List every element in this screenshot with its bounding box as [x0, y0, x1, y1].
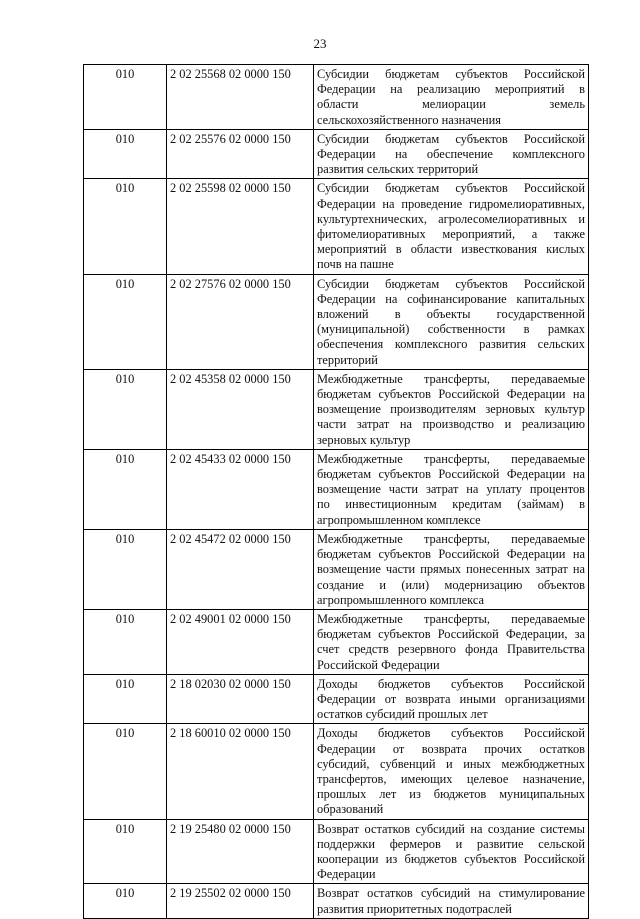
description-line: мероприятий в области известкования кислых — [317, 242, 585, 257]
description-line: агропромышленного комплекса — [317, 592, 485, 607]
admin-code-cell: 010 — [84, 674, 167, 724]
description-line: Федерации — [317, 867, 376, 882]
budget-code-cell: 2 18 60010 02 0000 150 — [167, 724, 314, 819]
description-cell — [314, 129, 589, 179]
admin-code-cell: 010 — [84, 724, 167, 819]
description-cell — [314, 724, 589, 819]
table-row — [84, 884, 589, 918]
description-line: Субсидии бюджетам субъектов Российской — [317, 67, 585, 81]
description-line: счет средств резервного фонда Правительства — [317, 642, 585, 657]
description-line: фитомелиоративных мероприятий, а также — [317, 227, 585, 242]
description-line: Возврат остатков субсидий на стимулирование — [317, 886, 585, 901]
description-line: Возврат остатков субсидий на создание системы — [317, 821, 585, 836]
description-line: остатков субсидий прошлых лет — [317, 707, 488, 722]
description-line: Межбюджетные трансферты, передаваемые — [317, 451, 585, 466]
description-line: прошлых лет из бюджетов муниципальных — [317, 787, 585, 802]
description-line: создание и (или) модернизацию объектов — [317, 577, 585, 592]
description-cell — [314, 449, 589, 529]
table-body — [84, 65, 589, 919]
description-cell — [314, 529, 589, 609]
description-line: области мелиорации земель — [317, 97, 585, 112]
description-cell — [314, 274, 589, 369]
description-line: бюджетам субъектов Российской Федерации, за — [317, 627, 585, 642]
description-line: Доходы бюджетов субъектов Российской — [317, 676, 585, 691]
description-cell — [314, 819, 589, 884]
description-line: Межбюджетные трансферты, передаваемые — [317, 611, 585, 626]
description-line: культуртехнических, агролесомелиоративных и — [317, 211, 585, 226]
description-line: Федерации на проведение гидромелиоративных, — [317, 196, 585, 211]
description-line: части затрат на производство и реализацию — [317, 417, 585, 432]
table-row — [84, 609, 589, 674]
description-line: кооперации из бюджетов субъектов Российской — [317, 851, 585, 866]
description-line: образований — [317, 802, 384, 817]
description-line: Федерации от возврата прочих остатков — [317, 741, 585, 756]
table-row — [84, 529, 589, 609]
description-line: Федерации на реализацию мероприятий в — [317, 82, 585, 97]
description-line: Субсидии бюджетам субъектов Российской — [317, 181, 585, 196]
budget-code-cell: 2 02 25568 02 0000 150 — [167, 65, 314, 130]
budget-code-cell: 2 19 25480 02 0000 150 — [167, 819, 314, 884]
description-line: Федерации на софинансирование капитальных — [317, 291, 585, 306]
page-number: 23 — [313, 36, 327, 51]
description-line: возмещение части затрат на уплату процентов — [317, 482, 585, 497]
table-row — [84, 674, 589, 724]
table-row — [84, 274, 589, 369]
table-row — [84, 449, 589, 529]
description-cell — [314, 674, 589, 724]
admin-code-cell: 010 — [84, 369, 167, 449]
budget-code-cell: 2 02 45472 02 0000 150 — [167, 529, 314, 609]
admin-code-cell: 010 — [84, 884, 167, 918]
description-line: Межбюджетные трансферты, передаваемые — [317, 371, 585, 386]
table-row — [84, 65, 589, 130]
description-line: Субсидии бюджетам субъектов Российской — [317, 276, 585, 291]
description-line: развития сельских территорий — [317, 162, 479, 177]
table-row — [84, 179, 589, 274]
budget-code-cell: 2 02 45358 02 0000 150 — [167, 369, 314, 449]
budget-code-cell: 2 02 25598 02 0000 150 — [167, 179, 314, 274]
description-cell — [314, 179, 589, 274]
description-line: возмещение части прямых понесенных затрат на — [317, 562, 585, 577]
description-line: бюджетам субъектов Российской Федерации на — [317, 547, 585, 562]
description-line: Доходы бюджетов субъектов Российской — [317, 726, 585, 741]
budget-code-cell: 2 18 02030 02 0000 150 — [167, 674, 314, 724]
description-line: Федерации на обеспечение комплексного — [317, 147, 585, 162]
description-line: Субсидии бюджетам субъектов Российской — [317, 131, 585, 146]
table-row — [84, 129, 589, 179]
admin-code-cell: 010 — [84, 529, 167, 609]
budget-classification-table — [83, 64, 589, 919]
budget-code-cell: 2 19 25502 02 0000 150 — [167, 884, 314, 918]
description-line: бюджетам субъектов Российской Федерации на — [317, 387, 585, 402]
description-line: бюджетам субъектов Российской Федерации на — [317, 467, 585, 482]
description-line: (муниципальной) собственности в рамках — [317, 322, 585, 337]
admin-code-cell: 010 — [84, 609, 167, 674]
description-line: развития приоритетных подотраслей — [317, 901, 512, 916]
description-line: Федерации от возврата иными организациями — [317, 691, 585, 706]
budget-code-cell: 2 02 45433 02 0000 150 — [167, 449, 314, 529]
admin-code-cell: 010 — [84, 449, 167, 529]
description-line: трансфертов, имеющих целевое назначение, — [317, 771, 585, 786]
description-cell — [314, 65, 589, 130]
description-line: территорий — [317, 352, 378, 367]
description-line: по инвестиционным кредитам (займам) в — [317, 497, 585, 512]
description-line: зерновых культур — [317, 432, 411, 447]
description-line: Межбюджетные трансферты, передаваемые — [317, 531, 585, 546]
admin-code-cell: 010 — [84, 819, 167, 884]
budget-code-cell: 2 02 27576 02 0000 150 — [167, 274, 314, 369]
table-row — [84, 819, 589, 884]
table-row — [84, 724, 589, 819]
description-line: сельскохозяйственного назначения — [317, 112, 501, 127]
description-line: субсидий, субвенций и иных межбюджетных — [317, 756, 585, 771]
description-line: Российской Федерации — [317, 657, 440, 672]
description-cell — [314, 369, 589, 449]
description-line: вложений в объекты государственной — [317, 307, 585, 322]
admin-code-cell: 010 — [84, 274, 167, 369]
description-line: поддержки фермеров и развитие сельской — [317, 836, 585, 851]
description-line: возмещение производителям зерновых культур — [317, 402, 585, 417]
budget-code-cell: 2 02 25576 02 0000 150 — [167, 129, 314, 179]
description-cell — [314, 884, 589, 918]
description-line: почв на пашне — [317, 257, 394, 272]
budget-code-cell: 2 02 49001 02 0000 150 — [167, 609, 314, 674]
admin-code-cell: 010 — [84, 65, 167, 130]
description-line: обеспечения комплексного развития сельских — [317, 337, 585, 352]
admin-code-cell: 010 — [84, 179, 167, 274]
table-row — [84, 369, 589, 449]
admin-code-cell: 010 — [84, 129, 167, 179]
description-line: агропромышленном комплексе — [317, 512, 481, 527]
description-cell — [314, 609, 589, 674]
